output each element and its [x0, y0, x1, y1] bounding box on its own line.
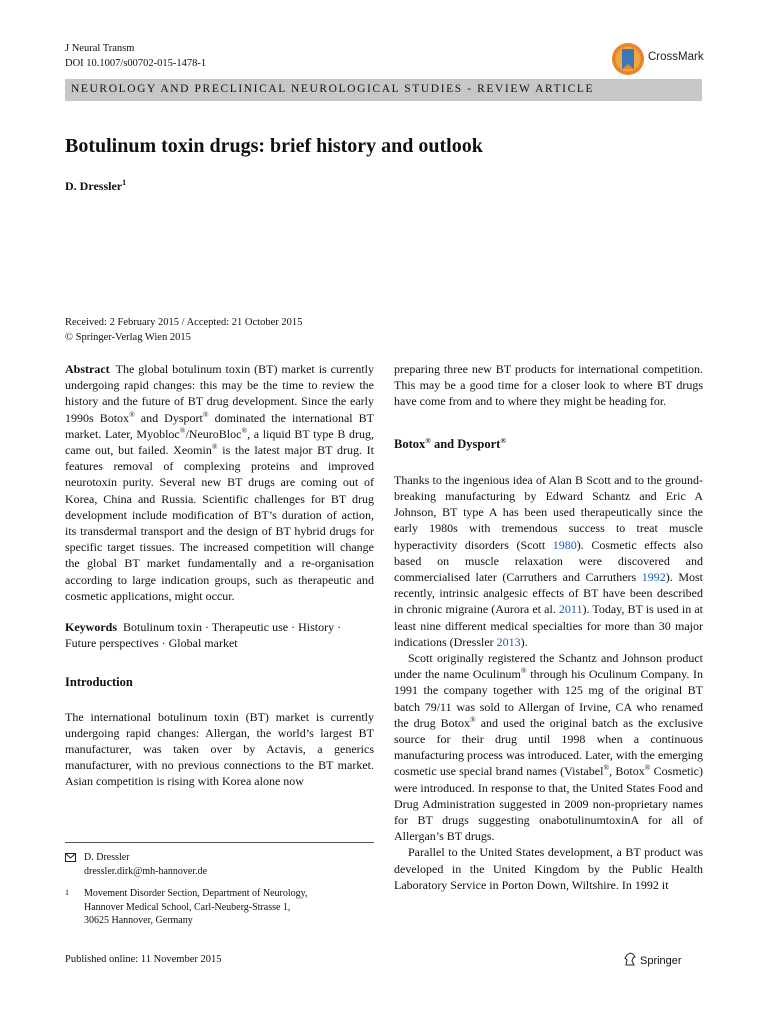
publisher-name: Springer: [640, 955, 682, 967]
paragraph-2: Scott originally registered the Schantz and Johnson product under the name Oculinum® through his Oculinum Company. In 1991 the company together with 125 mg of the original BT batch 79/11 was sold to Allergan of Irvine, CA who renamed the drug Botox® and used the original batch as the exclusive source for their drug until 1998 when a continuous manufacturing process was introduced. Later, with the emerging cosmetic use special brand names (Vistabel®, Botox® Cosmetic) were introduced. In response to that, the United States Food and Drug Administration suggested in 2009 non-proprietary names for BT drugs suggesting onabotulinumtoxinA for all of Allergan’s BT drugs.: [394, 651, 704, 844]
affiliation-number: 1: [65, 888, 69, 897]
received-accepted: Received: 2 February 2015 / Accepted: 21 October 2015: [65, 317, 303, 328]
introduction-heading: Introduction: [65, 675, 133, 690]
section-heading-botox-dysport: Botox® and Dysport®: [394, 435, 506, 451]
corresponding-author-email[interactable]: dressler.dirk@mh-hannover.de: [84, 865, 208, 877]
author-line: [65, 179, 126, 194]
author-affiliation-marker: 1: [122, 178, 127, 187]
journal-name: J Neural Transm: [65, 43, 135, 54]
introduction-continued: preparing three new BT products for international competition. This may be a good time for a closer look to where BT drugs have come from and to where they might be heading for.: [394, 362, 703, 409]
article-type-banner: [65, 79, 702, 101]
crossmark-badge[interactable]: [611, 39, 711, 79]
right-column: [394, 361, 703, 893]
left-column: [65, 361, 374, 790]
copyright: © Springer-Verlag Wien 2015: [65, 331, 191, 343]
citation-link[interactable]: 1992: [641, 570, 666, 585]
crossmark-label: CrossMark: [648, 51, 704, 63]
abstract: Abstract The global botulinum toxin (BT) market is currently undergoing rapid changes: this may be the time to review the history and the future of BT drug development. Since the early 1990s Botox® and Dysport® dominated the international BT market. Later, Myobloc®/NeuroBloc®, a liquid BT type B drug, came out, but failed. Xeomin® is the latest major BT drug. It features removal of complexing proteins and improved neurotoxin purity. Several new BT drugs are coming out of Korea, China and Russia. Scientific challenges for BT drug development include modification of BT’s duration of action, its transdermal transport and the design of BT hybrid drugs for specific target tissues. The increased competition will change the global BT market fundamentally and a re-organisation according to large indication groups, such as therapeutic and cosmetic applications, might occur.: [65, 362, 375, 603]
abstract-label: Abstract: [65, 362, 110, 376]
footnote-divider: [65, 842, 374, 843]
article-type: NEUROLOGY AND PRECLINICAL NEUROLOGICAL STUDIES - REVIEW ARTICLE: [71, 83, 595, 95]
paragraph-3: Parallel to the United States development, a BT product was developed in the United Kingdom by the Public Health Laboratory Service in Porton Down, Wiltshire. In 1992 it: [394, 845, 703, 892]
citation-link[interactable]: 2013: [496, 634, 521, 649]
keywords: [65, 619, 374, 651]
article-dates: [65, 316, 302, 345]
keywords-label: Keywords: [65, 620, 117, 635]
corresponding-author-name: D. Dressler: [84, 852, 130, 863]
author-name: D. Dressler: [65, 179, 123, 193]
doi: DOI 10.1007/s00702-015-1478-1: [65, 58, 207, 69]
keywords-text: Botulinum toxin · Therapeutic use · History · Future perspectives · Global market: [65, 620, 342, 651]
article-title: Botulinum toxin drugs: brief history and outlook: [65, 135, 483, 157]
affiliation: Movement Disorder Section, Department of Neurology, Hannover Medical School, Carl-Neuberg-Strasse 1, 30625 Hannover, Germany: [84, 888, 308, 926]
publisher-logo: [623, 952, 682, 967]
citation-link[interactable]: 2011: [558, 602, 583, 617]
published-date: Published online: 11 November 2015: [65, 954, 222, 965]
envelope-icon: [65, 853, 76, 862]
citation-link[interactable]: 1980: [552, 537, 577, 552]
introduction-text: The international botulinum toxin (BT) market is currently undergoing rapid changes: Allergan, the world’s largest BT manufacturer, was taken over by Actavis, a generics manufacturer, with no previous connections to the BT market. Asian competition is rising with Korea alone now: [65, 709, 374, 789]
crossmark-icon: [611, 39, 645, 79]
journal-info: [65, 41, 206, 71]
paragraph-1: Thanks to the ingenious idea of Alan B Scott and to the ground-breaking manufacturing by Edward Schantz and Eric A Johnson, BT type A has been used therapeutically since the early 1980s with tremendous success to treat muscle hyperactivity disorders (Scott 1980). Cosmetic effects also based on muscle relaxation were discovered and commercialised later (Carruthers and Carruthers 1992). Most recently, intrinsic analgesic effects of BT have been described in chronic migraine (Aurora et al. 2011). Today, BT is used in at least nine different medical specialties for more than 30 major indications (Dressler 2013).: [394, 472, 704, 649]
corresponding-author: [84, 851, 207, 878]
springer-horse-icon: [623, 952, 637, 966]
